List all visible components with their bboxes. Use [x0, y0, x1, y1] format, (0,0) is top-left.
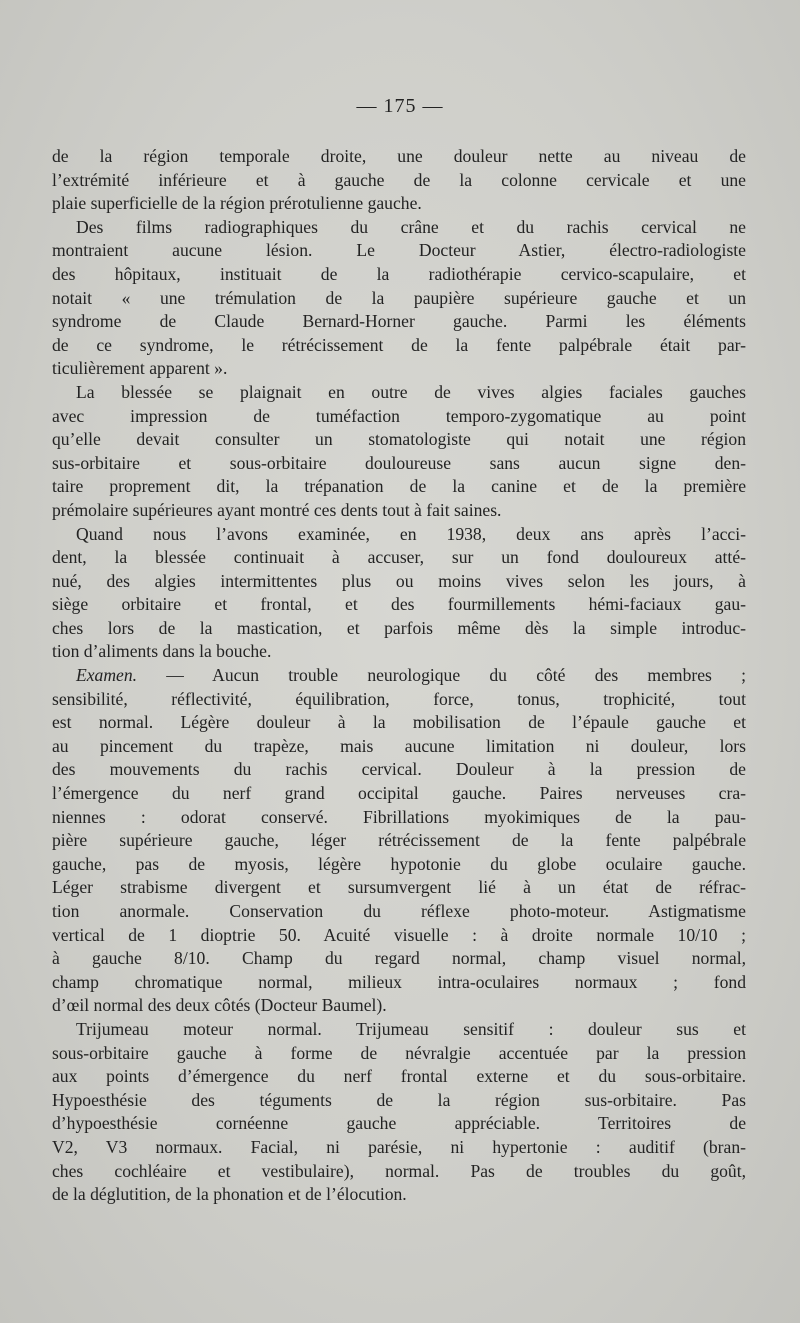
text-line: Léger strabisme divergent et sursumvergent lié à un état de réfrac-: [52, 877, 746, 898]
text-line: de ce syndrome, le rétrécissement de la fente palpébrale était par-: [52, 334, 746, 355]
text-line: Trijumeau moteur normal. Trijumeau sensitif : douleur sus et: [76, 1018, 746, 1039]
text-line: tion d’aliments dans la bouche.: [52, 641, 272, 662]
text-line: sensibilité, réflectivité, équilibration, force, tonus, trophicité, tout: [52, 688, 746, 709]
text-line: montraient aucune lésion. Le Docteur Astier, électro-radiologiste: [52, 240, 746, 261]
text-line: l’émergence du nerf grand occipital gauche. Paires nerveuses cra-: [52, 783, 746, 804]
text-line: aux points d’émergence du nerf frontal externe et du sous-orbitaire.: [52, 1066, 746, 1087]
text-line: plaie superficielle de la région prérotulienne gauche.: [52, 193, 422, 214]
text-line: notait « une trémulation de la paupière supérieure gauche et un: [52, 287, 746, 308]
text-line: Hypoesthésie des téguments de la région sus-orbitaire. Pas: [52, 1089, 746, 1110]
text-line: sous-orbitaire gauche à forme de névralgie accentuée par la pression: [52, 1042, 746, 1063]
text-line: tion anormale. Conservation du réflexe photo-moteur. Astigmatisme: [52, 901, 746, 921]
text-line: gauche, pas de myosis, légère hypotonie du globe oculaire gauche.: [52, 853, 746, 874]
text-line: au pincement du trapèze, mais aucune limitation ni douleur, lors: [52, 735, 746, 756]
text-line: ches cochléaire et vestibulaire), normal. Pas de troubles du goût,: [52, 1160, 746, 1181]
text-line: sus-orbitaire et sous-orbitaire douloureuse sans aucun signe den-: [52, 452, 746, 473]
text-line: avec impression de tuméfaction temporo-zygomatique au point: [52, 405, 746, 426]
page-number: — 175 —: [356, 95, 444, 117]
text-line: dent, la blessée continuait à accuser, sur un fond douloureux atté-: [52, 547, 746, 568]
text-line: syndrome de Claude Bernard-Horner gauche. Parmi les éléments: [52, 311, 746, 332]
text-line: niennes : odorat conservé. Fibrillations myokimiques de la pau-: [52, 806, 746, 827]
text-line: V2, V3 normaux. Facial, ni parésie, ni hypertonie : auditif (bran-: [52, 1136, 746, 1157]
text-line: taire proprement dit, la trépanation de la canine et de la première: [52, 476, 746, 497]
text-line: champ chromatique normal, milieux intra-oculaires normaux ; fond: [52, 971, 746, 992]
text-line: Quand nous l’avons examinée, en 1938, deux ans après l’acci-: [76, 523, 746, 544]
text-line: qu’elle devait consulter un stomatologiste qui notait une région: [52, 429, 746, 450]
text-line: ticulièrement apparent ».: [52, 358, 228, 379]
text-line: l’extrémité inférieure et à gauche de la colonne cervicale et une: [52, 169, 746, 190]
text-line: des hôpitaux, instituait de la radiothérapie cervico-scapulaire, et: [52, 263, 746, 284]
text-line: vertical de 1 dioptrie 50. Acuité visuelle : à droite normale 10/10 ;: [52, 924, 746, 945]
text-line: d’hypoesthésie cornéenne gauche appréciable. Territoires de: [52, 1113, 746, 1134]
body-text: [52, 145, 746, 1207]
text-line: pière supérieure gauche, léger rétrécissement de la fente palpébrale: [52, 830, 746, 851]
text-line: d’œil normal des deux côtés (Docteur Baumel).: [52, 995, 387, 1016]
text-line: ches lors de la mastication, et parfois même dès la simple introduc-: [52, 617, 746, 638]
text-line: nué, des algies intermittentes plus ou moins vives selon les jours, à: [52, 570, 746, 591]
text-line: de la région temporale droite, une douleur nette au niveau de: [52, 146, 746, 166]
text-line: des mouvements du rachis cervical. Douleur à la pression de: [52, 759, 746, 780]
text-line: Examen. — Aucun trouble neurologique du côté des membres ;: [76, 665, 746, 686]
text-line: à gauche 8/10. Champ du regard normal, champ visuel normal,: [52, 948, 746, 969]
section-heading: Examen.: [76, 665, 138, 686]
text-line: Des films radiographiques du crâne et du rachis cervical ne: [76, 216, 746, 237]
text-line: de la déglutition, de la phonation et de l’élocution.: [52, 1184, 407, 1205]
text-line: prémolaire supérieures ayant montré ces dents tout à fait saines.: [52, 499, 502, 520]
text-line: siège orbitaire et frontal, et des fourmillements hémi-faciaux gau-: [52, 594, 746, 615]
text-line: est normal. Légère douleur à la mobilisation de l’épaule gauche et: [52, 712, 746, 733]
text-line: La blessée se plaignait en outre de vives algies faciales gauches: [76, 381, 746, 402]
